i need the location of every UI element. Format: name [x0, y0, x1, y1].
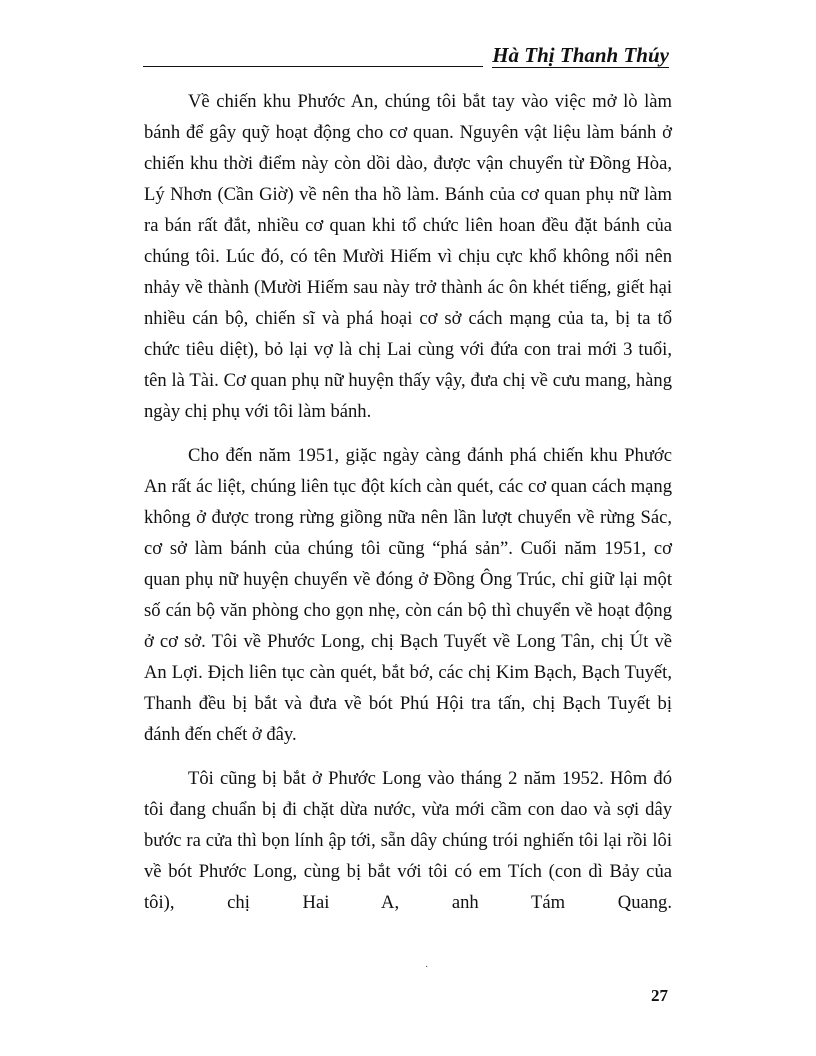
- paragraph-3: Tôi cũng bị bắt ở Phước Long vào tháng 2 năm 1952. Hôm đó tôi đang chuẩn bị đi chặt dừa nước, vừa mới cầm con dao và sợi dây bước ra cửa thì bọn lính ập tới, sẵn dây chúng trói nghiến tôi lại rồi lôi về bót Phước Long, cùng bị bắt với tôi có em Tích (con dì Bảy của tôi), chị Hai A, anh Tám Quang.: [144, 768, 672, 913]
- page-number: 27: [651, 986, 668, 1005]
- paragraph-2: Cho đến năm 1951, giặc ngày càng đánh phá chiến khu Phước An rất ác liệt, chúng liên tục đột kích càn quét, các cơ quan cách mạng không ở được trong rừng giồng nữa nên lần lượt chuyển về rừng Sác, cơ sở làm bánh của chúng tôi cũng “phá sản”. Cuối năm 1951, cơ quan phụ nữ huyện chuyển về đóng ở Đồng Ông Trúc, chỉ giữ lại một số cán bộ văn phòng cho gọn nhẹ, còn cán bộ thì chuyển về hoạt động ở cơ sở. Tôi về Phước Long, chị Bạch Tuyết về Long Tân, chị Út về An Lợi. Địch liên tục càn quét, bắt bớ, các chị Kim Bạch, Bạch Tuyết, Thanh đều bị bắt và đưa về bót Phú Hội tra tấn, chị Bạch Tuyết bị đánh đến chết ở đây.: [144, 445, 672, 745]
- paragraph-1: Về chiến khu Phước An, chúng tôi bắt tay vào việc mở lò làm bánh để gây quỹ hoạt động cho cơ quan. Nguyên vật liệu làm bánh ở chiến khu thời điểm này còn dồi dào, được vận chuyển từ Đồng Hòa, Lý Nhơn (Cần Giờ) về nên tha hồ làm. Bánh của cơ quan phụ nữ làm ra bán rất đắt, nhiều cơ quan khi tổ chức liên hoan đều đặt bánh của chúng tôi. Lúc đó, có tên Mười Hiếm vì chịu cực khổ không nổi nên nhảy về thành (Mười Hiếm sau này trở thành ác ôn khét tiếng, giết hại nhiều cán bộ, chiến sĩ và phá hoại cơ sở cách mạng của ta, bị ta tổ chức tiêu diệt), bỏ lại vợ là chị Lai cùng với đứa con trai mới 3 tuổi, tên là Tài. Cơ quan phụ nữ huyện thấy vậy, đưa chị về cưu mang, hàng ngày chị phụ với tôi làm bánh.: [144, 91, 672, 422]
- header-rule: [143, 66, 483, 67]
- stray-mark: ·: [425, 962, 429, 973]
- body-text: [144, 86, 672, 931]
- running-header-author: Hà Thị Thanh Thúy: [492, 43, 669, 67]
